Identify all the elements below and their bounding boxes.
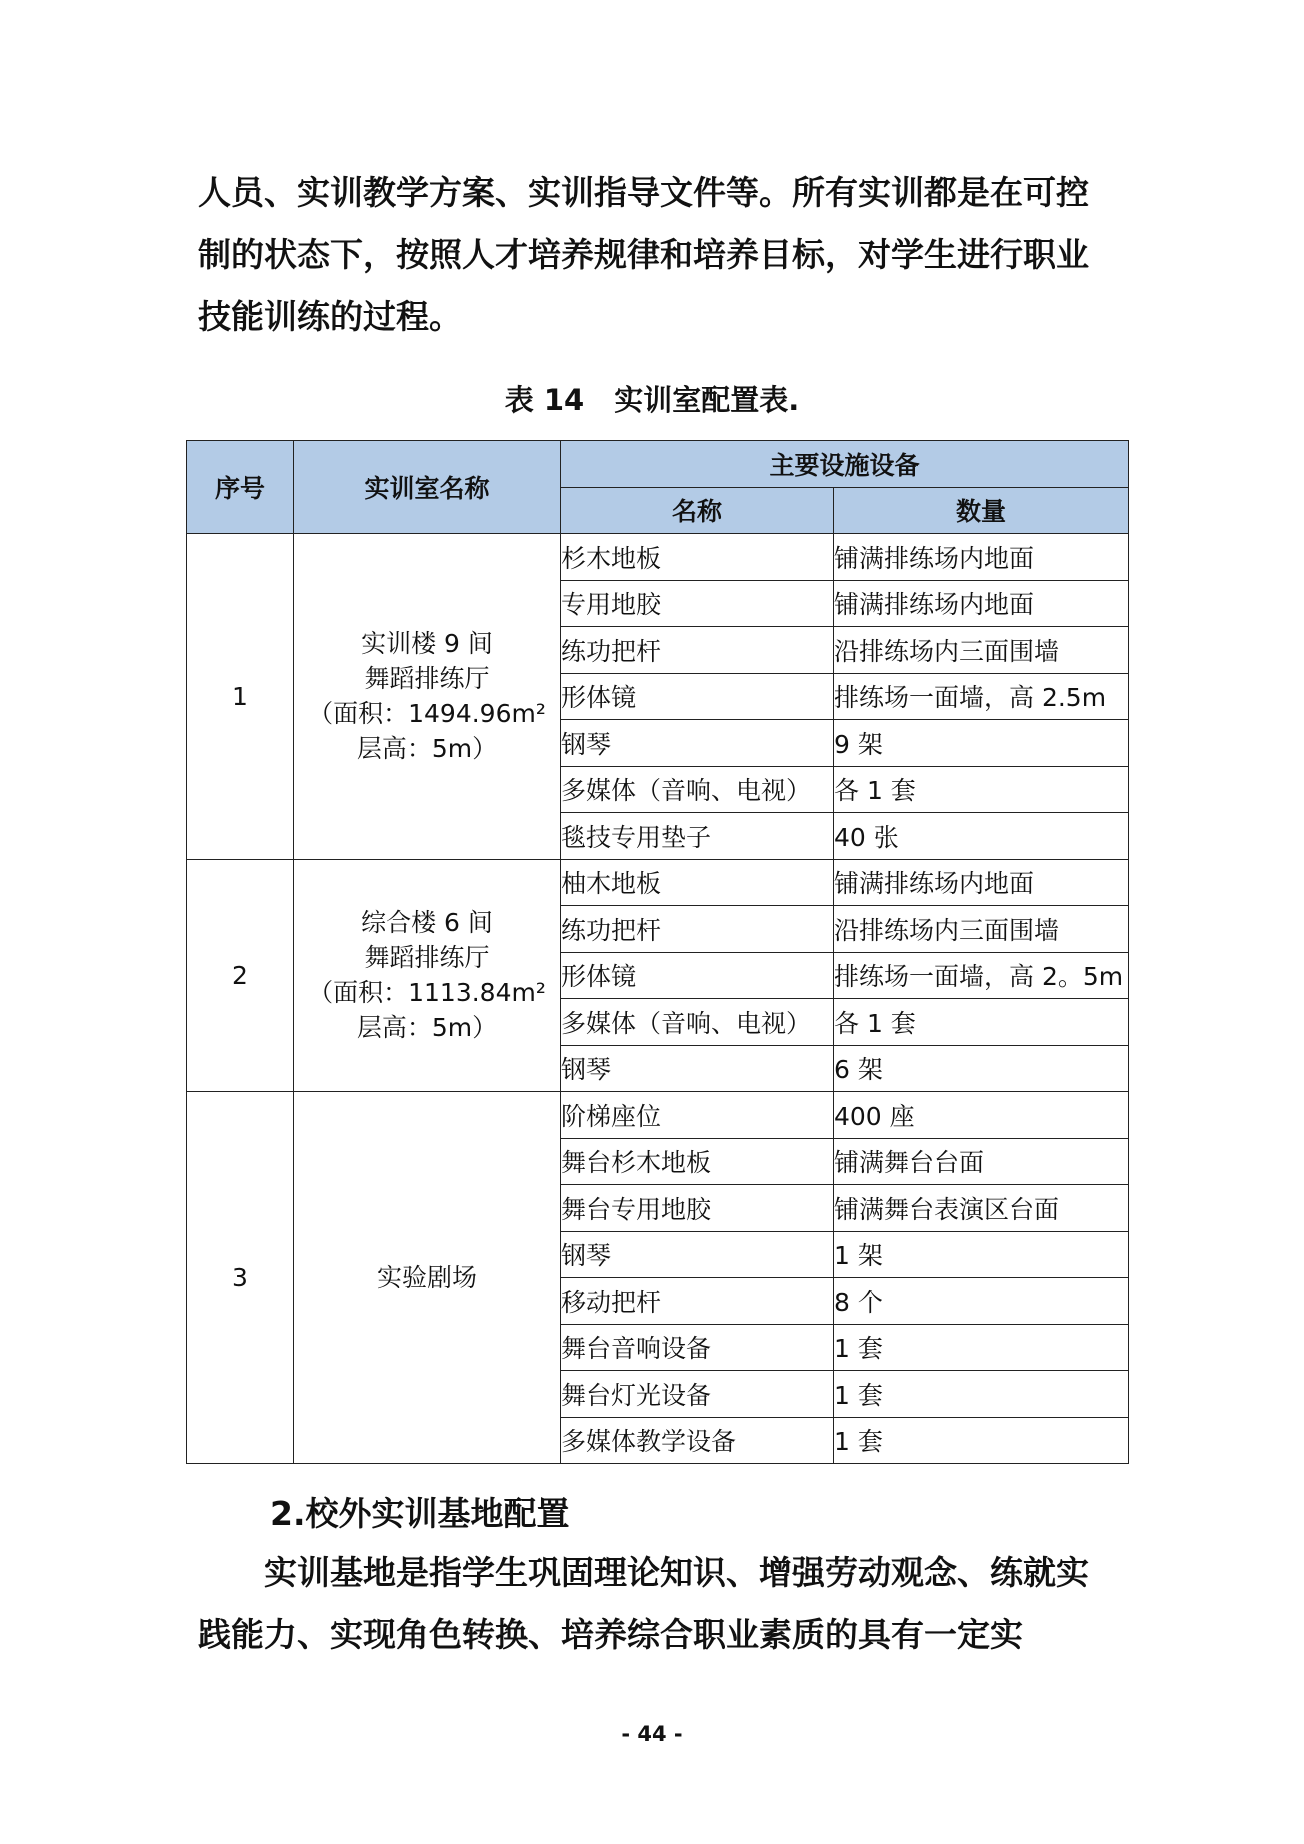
room-name-cell <box>294 1092 561 1464</box>
item-name: 柚木地板 <box>561 859 834 906</box>
item-name: 阶梯座位 <box>561 1092 834 1139</box>
item-name: 钢琴 <box>561 1045 834 1092</box>
item-name: 舞台音响设备 <box>561 1324 834 1371</box>
room-line: 层高：5m） <box>356 1013 498 1043</box>
item-name: 多媒体（音响、电视） <box>561 766 834 813</box>
item-qty: 排练场一面墙，高 2。5m <box>834 952 1129 999</box>
room-line: 舞蹈排练厅 <box>364 943 490 973</box>
item-qty: 各 1 套 <box>834 999 1129 1046</box>
item-name: 舞台灯光设备 <box>561 1371 834 1418</box>
room-name-cell <box>294 859 561 1092</box>
room-line: 综合楼 6 间 <box>361 908 493 938</box>
item-name: 移动把杆 <box>561 1278 834 1325</box>
group-index: 1 <box>187 534 294 860</box>
table-caption <box>0 378 1304 419</box>
header-facilities: 主要设施设备 <box>561 441 1129 488</box>
room-line: （面积：1113.84m² <box>308 978 546 1008</box>
header-quantity: 数量 <box>834 487 1129 534</box>
page-number: - 44 - <box>621 1722 683 1746</box>
table-row <box>187 859 1129 906</box>
room-line: 舞蹈排练厅 <box>364 664 490 694</box>
header-index: 序号 <box>187 441 294 534</box>
item-qty: 沿排练场内三面围墙 <box>834 627 1129 674</box>
item-name: 练功把杆 <box>561 906 834 953</box>
item-name: 钢琴 <box>561 1231 834 1278</box>
table-row <box>187 534 1129 581</box>
item-qty: 400 座 <box>834 1092 1129 1139</box>
item-name: 舞台专用地胶 <box>561 1185 834 1232</box>
item-qty: 1 套 <box>834 1324 1129 1371</box>
item-qty: 8 个 <box>834 1278 1129 1325</box>
item-name: 形体镜 <box>561 673 834 720</box>
item-qty: 铺满舞台台面 <box>834 1138 1129 1185</box>
header-item-name: 名称 <box>561 487 834 534</box>
item-name: 杉木地板 <box>561 534 834 581</box>
table-row <box>187 1092 1129 1139</box>
room-name-cell <box>294 534 561 860</box>
group-index: 2 <box>187 859 294 1092</box>
item-qty: 铺满排练场内地面 <box>834 859 1129 906</box>
item-name: 多媒体教学设备 <box>561 1417 834 1464</box>
table-number: 表 14 <box>504 383 585 417</box>
item-name: 钢琴 <box>561 720 834 767</box>
item-qty: 铺满排练场内地面 <box>834 534 1129 581</box>
item-qty: 排练场一面墙，高 2.5m <box>834 673 1129 720</box>
table-title: 实训室配置表. <box>614 383 800 417</box>
section-heading: 2.校外实训基地配置 <box>270 1494 570 1533</box>
item-qty: 1 套 <box>834 1371 1129 1418</box>
item-name: 形体镜 <box>561 952 834 999</box>
intro-paragraph: 人员、实训教学方案、实训指导文件等。所有实训都是在可控制的状态下，按照人才培养规律和培养目标，对学生进行职业技能训练的过程。 <box>198 173 1089 336</box>
item-qty: 40 张 <box>834 813 1129 860</box>
facility-table <box>186 440 1129 1464</box>
item-qty: 6 架 <box>834 1045 1129 1092</box>
item-qty: 1 架 <box>834 1231 1129 1278</box>
item-qty: 铺满排练场内地面 <box>834 580 1129 627</box>
item-name: 专用地胶 <box>561 580 834 627</box>
section-paragraph: 实训基地是指学生巩固理论知识、增强劳动观念、练就实践能力、实现角色转换、培养综合职业素质的具有一定实 <box>198 1553 1089 1654</box>
item-name: 多媒体（音响、电视） <box>561 999 834 1046</box>
item-qty: 各 1 套 <box>834 766 1129 813</box>
item-qty: 沿排练场内三面围墙 <box>834 906 1129 953</box>
item-name: 舞台杉木地板 <box>561 1138 834 1185</box>
room-line: 实训楼 9 间 <box>361 629 493 659</box>
room-line: 层高：5m） <box>356 734 498 764</box>
item-qty: 9 架 <box>834 720 1129 767</box>
item-name: 毯技专用垫子 <box>561 813 834 860</box>
room-line: 实验剧场 <box>376 1263 477 1292</box>
group-index: 3 <box>187 1092 294 1464</box>
header-room-name: 实训室名称 <box>294 441 561 534</box>
item-qty: 1 套 <box>834 1417 1129 1464</box>
item-name: 练功把杆 <box>561 627 834 674</box>
item-qty: 铺满舞台表演区台面 <box>834 1185 1129 1232</box>
room-line: （面积：1494.96m² <box>308 699 546 729</box>
